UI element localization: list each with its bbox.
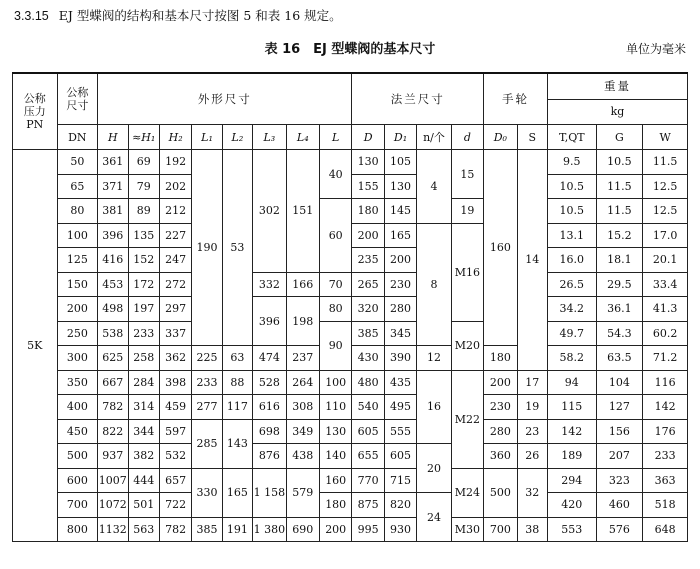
cell-l: 130 [319,419,351,444]
cell-dn: 250 [57,321,98,346]
cell-l: 180 [319,493,351,518]
cell-h2: 247 [159,248,191,273]
cell-h1: 233 [128,321,159,346]
cell-h1: 314 [128,395,159,420]
cell-dn: 150 [57,272,98,297]
col-h1: ≈H₁ [128,125,159,150]
table-caption: 表 16 EJ 型蝶阀的基本尺寸 [264,42,436,57]
cell-w: 518 [643,493,688,518]
col-n: n/个 [417,125,451,150]
table-row [13,517,688,542]
table-row [13,419,688,444]
cell-t-qt: 58.2 [547,346,596,371]
cell-dn: 50 [57,150,98,175]
table-row [13,321,688,346]
table-row [13,395,688,420]
cell-l1: 330 [192,468,222,517]
cell-d: 875 [352,493,384,518]
col-bolt-d: d [451,125,483,150]
cell-g: 576 [596,517,643,542]
cell-g: 54.3 [596,321,643,346]
cell-t-qt: 13.1 [547,223,596,248]
cell-d: 130 [352,150,384,175]
cell-h: 625 [98,346,128,371]
cell-t-qt: 420 [547,493,596,518]
cell-h2: 782 [159,517,191,542]
cell-l3: 474 [253,346,286,371]
cell-t-qt: 94 [547,370,596,395]
cell-h: 498 [98,297,128,322]
cell-h: 782 [98,395,128,420]
cell-l2: 53 [222,150,252,346]
cell-dn: 450 [57,419,98,444]
cell-g: 10.5 [596,150,643,175]
cell-h2: 212 [159,199,191,224]
header-flange-dimensions: 法兰尺寸 [352,73,484,125]
cell-t-qt: 49.7 [547,321,596,346]
cell-d1: 605 [384,444,416,469]
cell-d0: 700 [484,517,517,542]
cell-g: 15.2 [596,223,643,248]
cell-n: 16 [417,370,451,444]
col-l: L [319,125,351,150]
col-t-qt: T,QT [547,125,596,150]
dimension-table [12,72,688,542]
cell-d: 770 [352,468,384,493]
cell-h2: 657 [159,468,191,493]
cell-s: 19 [517,395,547,420]
cell-w: 60.2 [643,321,688,346]
cell-bolt-d: 19 [451,199,483,224]
cell-l: 200 [319,517,351,542]
cell-l2: 88 [222,370,252,395]
cell-w: 41.3 [643,297,688,322]
cell-d: 200 [352,223,384,248]
cell-w: 176 [643,419,688,444]
cell-dn: 80 [57,199,98,224]
cell-g: 127 [596,395,643,420]
pn-cell: 5K [13,150,58,542]
cell-l: 110 [319,395,351,420]
cell-l2: 143 [222,419,252,468]
col-g: G [596,125,643,150]
cell-s: 14 [517,150,547,371]
cell-l3: 302 [253,150,286,273]
header-handwheel: 手轮 [484,73,548,125]
cell-g: 460 [596,493,643,518]
cell-w: 142 [643,395,688,420]
cell-l4: 690 [286,517,319,542]
col-d1: D₁ [384,125,416,150]
cell-g: 11.5 [596,174,643,199]
cell-d1: 715 [384,468,416,493]
cell-l: 80 [319,297,351,322]
cell-dn: 500 [57,444,98,469]
cell-d: 385 [352,321,384,346]
table-row [13,150,688,175]
cell-h1: 197 [128,297,159,322]
cell-h: 453 [98,272,128,297]
cell-d0: 180 [484,346,517,371]
cell-h: 937 [98,444,128,469]
cell-n: 4 [417,150,451,224]
cell-l1: 277 [192,395,222,420]
col-h2: H₂ [159,125,191,150]
cell-h2: 227 [159,223,191,248]
cell-g: 207 [596,444,643,469]
cell-bolt-d: M16 [451,223,483,321]
cell-bolt-d: 15 [451,150,483,199]
cell-w: 20.1 [643,248,688,273]
col-d: D [352,125,384,150]
cell-l: 160 [319,468,351,493]
cell-h1: 344 [128,419,159,444]
header-dn: 公称 尺寸 [57,73,98,125]
clause-number: 3.3.15 [14,9,49,23]
header-weight: 重量 [547,73,687,99]
cell-l3: 876 [253,444,286,469]
cell-d: 655 [352,444,384,469]
cell-g: 18.1 [596,248,643,273]
cell-l: 60 [319,199,351,273]
cell-dn: 125 [57,248,98,273]
header-pn: 公称 压力 PN [13,73,58,150]
cell-d1: 145 [384,199,416,224]
cell-s: 23 [517,419,547,444]
cell-bolt-d: M30 [451,517,483,542]
cell-h2: 202 [159,174,191,199]
cell-l4: 237 [286,346,319,371]
col-l1: L₁ [192,125,222,150]
header-weight-unit: kg [547,99,687,125]
cell-h: 1072 [98,493,128,518]
cell-w: 71.2 [643,346,688,371]
cell-g: 36.1 [596,297,643,322]
cell-w: 363 [643,468,688,493]
cell-l1: 190 [192,150,222,346]
cell-h2: 272 [159,272,191,297]
cell-d: 180 [352,199,384,224]
cell-h1: 89 [128,199,159,224]
cell-d1: 105 [384,150,416,175]
clause-paragraph [14,6,342,24]
cell-s: 17 [517,370,547,395]
cell-dn: 700 [57,493,98,518]
col-w: W [643,125,688,150]
cell-l4: 166 [286,272,319,297]
cell-t-qt: 9.5 [547,150,596,175]
header-outline-dimensions: 外形尺寸 [98,73,352,125]
cell-bolt-d: M20 [451,321,483,370]
cell-d: 265 [352,272,384,297]
table-row [13,272,688,297]
cell-w: 116 [643,370,688,395]
cell-h: 361 [98,150,128,175]
cell-l: 100 [319,370,351,395]
cell-h2: 722 [159,493,191,518]
cell-h: 416 [98,248,128,273]
cell-h1: 152 [128,248,159,273]
cell-t-qt: 10.5 [547,199,596,224]
col-l2: L₂ [222,125,252,150]
cell-g: 156 [596,419,643,444]
cell-h: 1132 [98,517,128,542]
cell-l1: 225 [192,346,222,371]
cell-w: 12.5 [643,174,688,199]
cell-w: 12.5 [643,199,688,224]
cell-h1: 501 [128,493,159,518]
cell-h2: 532 [159,444,191,469]
cell-t-qt: 34.2 [547,297,596,322]
cell-l4: 151 [286,150,319,273]
cell-h1: 258 [128,346,159,371]
cell-d1: 435 [384,370,416,395]
cell-h2: 597 [159,419,191,444]
cell-l1: 385 [192,517,222,542]
cell-h2: 337 [159,321,191,346]
cell-h1: 382 [128,444,159,469]
cell-dn: 100 [57,223,98,248]
cell-dn: 300 [57,346,98,371]
cell-l2: 191 [222,517,252,542]
cell-t-qt: 10.5 [547,174,596,199]
cell-h: 538 [98,321,128,346]
cell-h: 396 [98,223,128,248]
cell-h1: 563 [128,517,159,542]
cell-t-qt: 553 [547,517,596,542]
cell-d: 320 [352,297,384,322]
cell-d: 430 [352,346,384,371]
cell-d1: 130 [384,174,416,199]
cell-w: 648 [643,517,688,542]
cell-t-qt: 294 [547,468,596,493]
cell-l1: 285 [192,419,222,468]
cell-h: 381 [98,199,128,224]
cell-h1: 69 [128,150,159,175]
cell-t-qt: 142 [547,419,596,444]
cell-d: 605 [352,419,384,444]
header-dn-symbol: DN [57,125,98,150]
cell-h2: 192 [159,150,191,175]
cell-h1: 79 [128,174,159,199]
cell-d: 540 [352,395,384,420]
cell-d0: 280 [484,419,517,444]
table-row [13,370,688,395]
cell-h1: 284 [128,370,159,395]
cell-l3: 616 [253,395,286,420]
cell-d: 995 [352,517,384,542]
cell-n: 24 [417,493,451,542]
cell-l3: 698 [253,419,286,444]
cell-d1: 555 [384,419,416,444]
cell-h2: 297 [159,297,191,322]
table-row [13,199,688,224]
cell-t-qt: 189 [547,444,596,469]
cell-n: 12 [417,346,451,371]
cell-d: 480 [352,370,384,395]
cell-t-qt: 26.5 [547,272,596,297]
col-h: H [98,125,128,150]
cell-l2: 117 [222,395,252,420]
cell-l4: 438 [286,444,319,469]
cell-l: 140 [319,444,351,469]
cell-d1: 230 [384,272,416,297]
cell-h: 1007 [98,468,128,493]
col-d0: D₀ [484,125,517,150]
cell-l4: 579 [286,468,319,517]
cell-s: 32 [517,468,547,517]
cell-w: 233 [643,444,688,469]
cell-s: 26 [517,444,547,469]
cell-d: 235 [352,248,384,273]
cell-l4: 264 [286,370,319,395]
cell-l3: 528 [253,370,286,395]
cell-t-qt: 16.0 [547,248,596,273]
clause-text: EJ 型蝶阀的结构和基本尺寸按图 5 和表 16 规定。 [58,8,342,23]
cell-h1: 444 [128,468,159,493]
cell-h2: 362 [159,346,191,371]
cell-d0: 200 [484,370,517,395]
cell-l4: 349 [286,419,319,444]
cell-g: 323 [596,468,643,493]
cell-d1: 820 [384,493,416,518]
cell-h: 371 [98,174,128,199]
col-l3: L₃ [253,125,286,150]
cell-h1: 135 [128,223,159,248]
cell-h1: 172 [128,272,159,297]
unit-note: 单位为毫米 [625,42,686,56]
cell-dn: 65 [57,174,98,199]
cell-l1: 233 [192,370,222,395]
cell-bolt-d: M24 [451,468,483,517]
cell-g: 11.5 [596,199,643,224]
cell-l2: 63 [222,346,252,371]
cell-w: 17.0 [643,223,688,248]
cell-l4: 198 [286,297,319,346]
cell-dn: 200 [57,297,98,322]
cell-w: 33.4 [643,272,688,297]
cell-l3: 1 380 [253,517,286,542]
cell-dn: 800 [57,517,98,542]
cell-n: 8 [417,223,451,346]
cell-d1: 495 [384,395,416,420]
cell-d: 155 [352,174,384,199]
cell-d1: 930 [384,517,416,542]
cell-l3: 1 158 [253,468,286,517]
cell-h2: 398 [159,370,191,395]
cell-l3: 396 [253,297,286,346]
cell-d0: 500 [484,468,517,517]
cell-dn: 600 [57,468,98,493]
table-row [13,444,688,469]
cell-g: 29.5 [596,272,643,297]
cell-l: 70 [319,272,351,297]
cell-dn: 400 [57,395,98,420]
col-l4: L₄ [286,125,319,150]
cell-bolt-d: M22 [451,370,483,468]
cell-h: 822 [98,419,128,444]
cell-g: 63.5 [596,346,643,371]
cell-d0: 230 [484,395,517,420]
table-row [13,297,688,322]
cell-d0: 360 [484,444,517,469]
cell-h2: 459 [159,395,191,420]
cell-h: 667 [98,370,128,395]
cell-l: 90 [319,321,351,370]
cell-l2: 165 [222,468,252,517]
cell-d1: 165 [384,223,416,248]
cell-d0: 160 [484,150,517,346]
cell-d1: 390 [384,346,416,371]
cell-s: 38 [517,517,547,542]
table-row [13,468,688,493]
col-s: S [517,125,547,150]
cell-d1: 280 [384,297,416,322]
table-row [13,493,688,518]
cell-g: 104 [596,370,643,395]
cell-d1: 200 [384,248,416,273]
cell-l4: 308 [286,395,319,420]
cell-w: 11.5 [643,150,688,175]
cell-d1: 345 [384,321,416,346]
cell-dn: 350 [57,370,98,395]
cell-t-qt: 115 [547,395,596,420]
cell-n: 20 [417,444,451,493]
cell-l: 40 [319,150,351,199]
cell-l3: 332 [253,272,286,297]
